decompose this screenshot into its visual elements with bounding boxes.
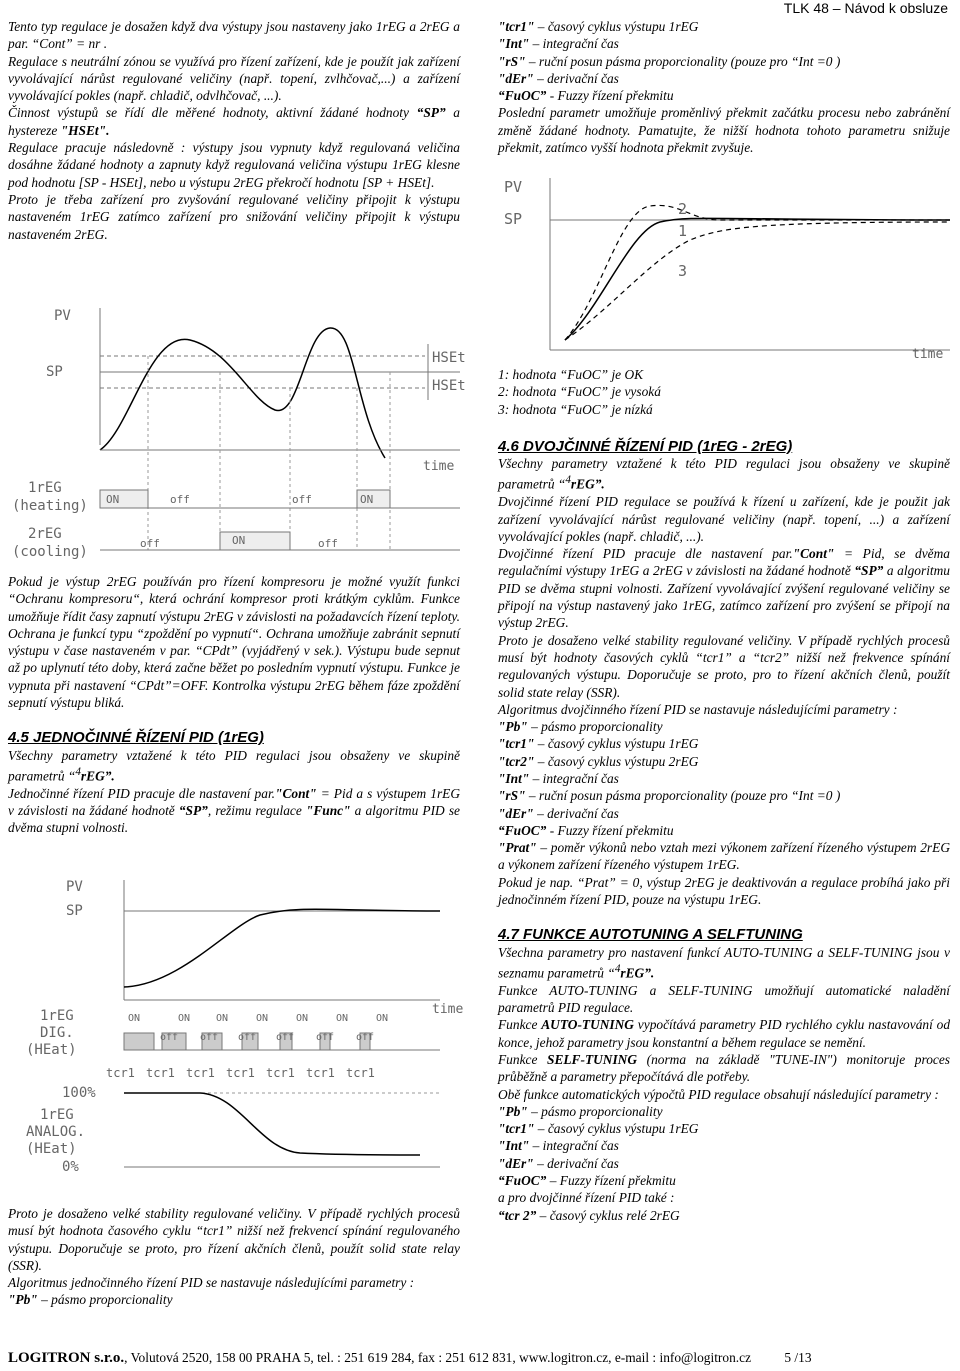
on-label: ON (178, 1013, 191, 1024)
tcr1-label: tcr1 (266, 1066, 295, 1080)
tcr1-label: tcr1 (186, 1066, 215, 1080)
curve-3 (565, 222, 950, 340)
paragraph: Algoritmus jednočinného řízení PID se nastavuje následujícími parametry : (8, 1275, 415, 1291)
on-label: ON (336, 1013, 349, 1024)
row1-sublabel: (heating) (12, 498, 88, 514)
curve-1 (565, 218, 950, 340)
pv-label: PV (504, 178, 523, 196)
paragraph: Proto je dosaženo velké stability regulované veličiny. V případě rychlých procesů musí být hodnota časového cyklu “tcr1” nižší než frekvencí spínání regulovaného výstupu. Doporučuje se proto, pro řízení akčních členů, použít solid state relay (SSR). (8, 1206, 460, 1273)
time-label: time (912, 347, 944, 362)
curve-1-label: 1 (678, 222, 688, 240)
tcr1-label: tcr1 (306, 1066, 335, 1080)
paragraph: Proto je třeba zařízení pro zvyšování regulované veličiny připojit k výstupu nastaveném 1rEG zatímco zařízení pro snižování veličiny připojit k výstupu nastaveném 2rEG. (8, 191, 460, 242)
paragraph: "Prat" – poměr výkonů nebo vztah mezi výkonem zařízení řízeného výstupem 2rEG a výkonem zařízení řízeného výstupem 1rEG. (498, 840, 950, 873)
param-line: "Pb" – pásmo proporcionality (498, 719, 663, 735)
paragraph: Regulace pracuje následovně : výstupy jsou vypnuty když regulovaná veličina dosáhne žádané hodnoty a zapnuty když regulovaná veličina výstupu 1rEG klesne pod hodnotu [SP - HSEt], nebo u výstupu 2rEG překročí hodnotu [SP + HSEt]. (8, 140, 460, 190)
pv-label: PV (54, 308, 71, 324)
paragraph: Regulace s neutrální zónou se využívá pro řízení zařízení, kde je použít jak zařízení vyvolávající nárůst regulované veličiny (např. topení, zvlhčovač,...) a zařízení vyvolávající pokles (např. chladič, odvlhčovač, ...). (8, 53, 460, 104)
param-line: "Int" – integrační čas (498, 36, 619, 52)
hset-upper-label: HSEt (432, 350, 466, 366)
on-label: ON (296, 1013, 309, 1024)
off-label: off (170, 493, 190, 506)
single-pid-diagram (0, 875, 480, 1180)
param-line: “tcr 2” – časový cyklus relé 2rEG (498, 1207, 680, 1223)
off-label: off (140, 537, 160, 550)
row2-sublabel: (cooling) (12, 544, 88, 560)
left-column-bottom (8, 1205, 460, 1309)
neutral-zone-diagram (0, 300, 480, 565)
curve-3-label: 3 (678, 262, 688, 280)
row1-sublabel2: (HEat) (26, 1042, 77, 1058)
paragraph: Tento typ regulace je dosažen když dva výstupy jsou nastaveny jako 1rEG a 2rEG a par. “Cont” = nr . (8, 19, 460, 52)
on-label: ON (106, 493, 120, 506)
on-label: ON (256, 1013, 269, 1024)
on-label: ON (232, 534, 246, 547)
paragraph: Činnost výstupů se řídí dle měřené hodnoty, aktivní žádané hodnoty “SP” a hystereze "HSEt". (8, 105, 461, 138)
param-line: "tcr1" – časový cyklus výstupu 1rEG (498, 1121, 699, 1137)
param-line: "dEr" – derivační čas (498, 805, 619, 821)
curve-2-label: 2 (678, 200, 688, 218)
legend-line: 3: hodnota “FuOC” je nízká (498, 401, 653, 417)
tcr1-label: tcr1 (346, 1066, 375, 1080)
legend-line: 2: hodnota “FuOC” je vysoká (498, 384, 661, 400)
off-label: off (276, 1032, 295, 1043)
time-label: time (432, 1002, 464, 1017)
on-label: ON (376, 1013, 389, 1024)
param-line: “FuOC” - Fuzzy řízení překmitu (498, 822, 674, 838)
row1-sublabel: DIG. (40, 1025, 74, 1041)
company-address: , Volutová 2520, 158 00 PRAHA 5, tel. : 251 619 284, fax : 251 612 831, www.logitron.cz, e-mail : info@logitron.cz (124, 1350, 752, 1365)
paragraph: Poslední parametr umožňuje proměnlivý překmit začátku procesu nebo zabránění změně žádané hodnoty. Pamatujte, že nižší hodnota tohoto parametru snižuje překmit, zatímco vyšší hodnota překmit zvyšuje. (498, 105, 950, 156)
row1-label: 1rEG (28, 480, 62, 496)
time-label: time (423, 459, 455, 474)
paragraph: Funkce SELF-TUNING (norma na základě "TUNE-IN") monitoruje proces průběžně a parametry přepočítává dle potřeby. (498, 1051, 951, 1085)
section-heading-4-5: 4.5 JEDNOČINNÉ ŘÍZENÍ PID (1rEG) (8, 729, 264, 747)
param-line: "Int" – integrační čas (498, 1138, 619, 1154)
sp-label: SP (46, 364, 63, 380)
paragraph: Proto je dosaženo velké stability regulované veličiny. V případě rychlých procesů musí být hodnoty časových cyklů “tcr1” a “tcr2” nižší než frekvence spínání regulovaných výstupu. Doporučuje se proto, pro to řízení akčních členů, použít solid state relay (SSR). (498, 632, 950, 700)
param-line: "rS" – ruční posun pásma proporcionality (pouze pro “Int =0 ) (498, 788, 841, 804)
pv-label: PV (66, 879, 83, 895)
paragraph: Pokud je výstup 2rEG používán pro řízení kompresoru je možné využít funkci “Ochranu kompresoru“, která ochrání kompresor proti krátkým cyklům. Funkce umožňuje řídit časy zapnutí výstupu 2rEG v závislosti na požadavcích řízení teploty. Ochrana je funkcí typu “zpoždění po vypnutí“. Ochrana umožňuje zabránit sepnutí výstupu v čase nastaveném v par. “CPdt” (vyjádřený v sek.). Výstupu bude sepnut až po uplynutí této doby, která začne běžet po posledním vypnutí výstupu. Funkce je vypnuta při nastavení “CPdt”=OFF. Kontrolka výstupu 2rEG během fáze zpoždění sepnutí výstupu bliká. (8, 574, 460, 711)
row2-sublabel2: (HEat) (26, 1141, 77, 1157)
right-column-top (498, 18, 950, 156)
param-line: “FuOC” - Fuzzy řízení překmitu (498, 88, 674, 104)
param-line: "Int" – integrační čas (498, 771, 619, 786)
off-label: off (356, 1032, 375, 1043)
paragraph: Všechna parametry pro nastavení funkcí AUTO-TUNING a SELF-TUNING jsou v seznamu parametrů “$^4$rEG”. (498, 944, 950, 981)
tcr1-label: tcr1 (106, 1066, 135, 1080)
page-number: 5 /13 (784, 1350, 812, 1365)
left-column-middle (8, 573, 460, 837)
paragraph: Pokud je nap. “Prat” = 0, výstup 2rEG je deaktivován a regulace probíhá jako při jednočinném řízení PID, pouze na výstupu 1rEG. (498, 874, 950, 908)
param-line: "tcr2" – časový cyklus výstupu 2rEG (498, 753, 699, 769)
paragraph: Dvojčinné řízení PID regulace se používá k řízení u zařízení, kde je použit jak zařízení vyvolávající nárůst regulované veličiny (např. topení, ...) a zařízení vyvolávající pokles (např. chladič, ...). (498, 494, 950, 544)
paragraph: Jednočinné řízení PID pracuje dle nastavení par."Cont" = Pid a s výstupem 1rEG v závislosti na žádané hodnotě “SP”, režimu regulace "Func" a algoritmu PID se dvěma stupni volnosti. (8, 785, 461, 836)
sp-label: SP (504, 210, 523, 228)
zero-percent-label: 0% (62, 1159, 79, 1175)
curve-2 (565, 205, 950, 340)
paragraph: Funkce AUTO-TUNING a SELF-TUNING umožňují automatické naladění parametrů PID regulace. (498, 982, 950, 1016)
off-label: off (200, 1032, 219, 1043)
pv-curve (124, 909, 440, 987)
paragraph: Všechny parametry vztažené k této PID regulaci jsou obsaženy ve skupině parametrů “$^4$rEG”. (8, 747, 460, 784)
off-label: off (238, 1032, 257, 1043)
paragraph: Dvojčinné řízení PID pracuje dle nastavení par."Cont" = Pid, se dvěma regulačními výstupy 1rEG a 2rEG v závislosti na žádané hodnotě “SP” a algoritmu PID se dvěma stupni volnosti. Zařízení vyvolávající zvýšení regulované veličiny se připojí na výstup nastavený jako 1rEG, zatímco zařízení pro zvýšení se připojí na výstup 2rEG. (498, 546, 950, 631)
paragraph: "Pb" – pásmo proporcionality (8, 1292, 173, 1308)
company-name: LOGITRON s.r.o. (8, 1350, 125, 1366)
on-label: ON (128, 1013, 141, 1024)
paragraph: a pro dvojčinné řízení PID také : (498, 1190, 675, 1206)
param-line: "rS" – ruční posun pásma proporcionality (pouze pro “Int =0 ) (498, 53, 841, 69)
on-label: ON (216, 1013, 229, 1024)
paragraph: Algoritmus dvojčinného řízení PID se nastavuje následujícími parametry : (498, 701, 898, 717)
param-line: "tcr1" – časový cyklus výstupu 1rEG (498, 736, 699, 752)
tcr1-label: tcr1 (226, 1066, 255, 1080)
param-line: "tcr1" – časový cyklus výstupu 1rEG (498, 19, 699, 34)
fuoc-diagram (490, 170, 960, 370)
sp-label: SP (66, 903, 83, 919)
document-header: TLK 48 – Návod k obsluze (783, 0, 948, 16)
off-label: off (160, 1032, 179, 1043)
paragraph: Všechny parametry vztažené k této PID regulaci jsou obsaženy ve skupině parametrů “$^4$rEG”. (498, 456, 950, 492)
on-label: ON (360, 493, 374, 506)
param-line: "Pb" – pásmo proporcionality (498, 1103, 663, 1119)
pv-curve (100, 328, 385, 458)
hundred-percent-label: 100% (62, 1085, 96, 1101)
page-footer (8, 1350, 812, 1367)
row2-label: 2rEG (28, 526, 62, 542)
row1-label: 1rEG (40, 1008, 74, 1024)
right-column-middle (498, 366, 950, 1224)
param-line: "dEr" – derivační čas (498, 1155, 619, 1171)
hset-lower-label: HSEt (432, 378, 466, 394)
off-label: off (318, 537, 338, 550)
section-heading-4-6: 4.6 DVOJČINNÉ ŘÍZENÍ PID (1rEG - 2rEG) (498, 437, 793, 455)
left-column-top (8, 18, 460, 243)
param-line: “FuOC” – Fuzzy řízení překmitu (498, 1173, 676, 1188)
section-heading-4-7: 4.7 FUNKCE AUTOTUNING A SELFTUNING (498, 926, 803, 944)
analog-output-curve (124, 1093, 420, 1155)
off-label: off (316, 1032, 335, 1043)
off-label: off (292, 493, 312, 506)
param-line: "dEr" – derivační čas (498, 70, 619, 86)
paragraph: Obě funkce automatických výpočtů PID regulace obsahují následující parametry : (498, 1086, 939, 1102)
row2-label: 1rEG (40, 1107, 74, 1123)
row2-sublabel: ANALOG. (26, 1124, 86, 1140)
tcr1-label: tcr1 (146, 1066, 175, 1080)
legend-line: 1: hodnota “FuOC” je OK (498, 367, 644, 382)
paragraph: Funkce AUTO-TUNING vypočítává parametry PID rychlého cyklu nastavování od konce, jehož parametry jsou konstantní a během regulace se nemění. (498, 1017, 951, 1050)
